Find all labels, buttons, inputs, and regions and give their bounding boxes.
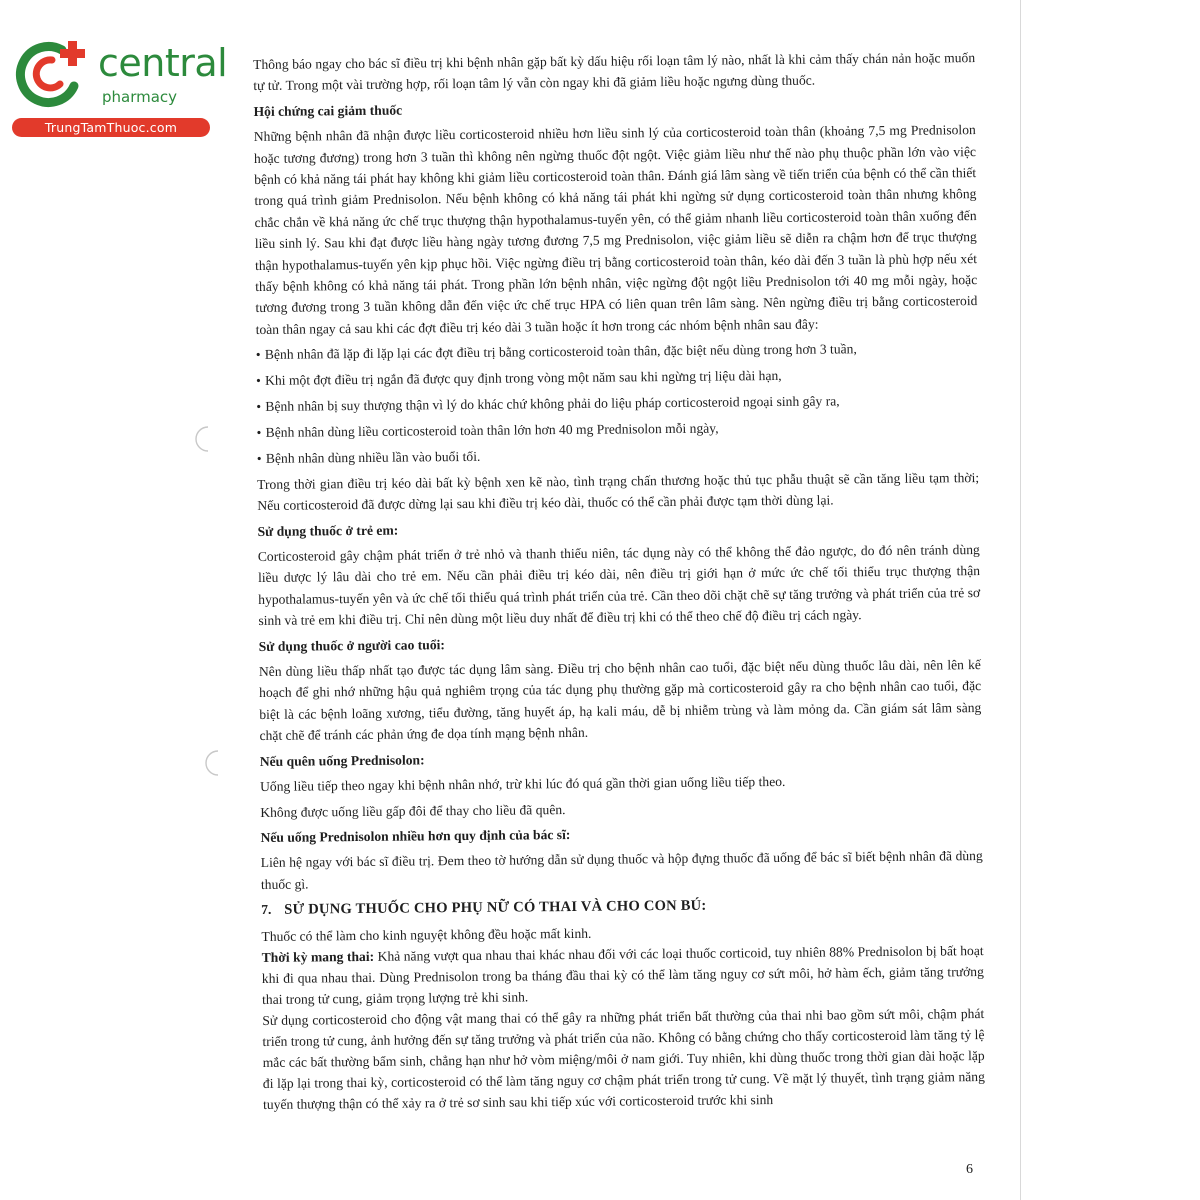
- bullet-item: • Bệnh nhân dùng nhiều lần vào buổi tối.: [257, 441, 979, 469]
- pregnancy-label: Thời kỳ mang thai:: [261, 948, 375, 965]
- section-title: SỬ DỤNG THUỐC CHO PHỤ NỮ CÓ THAI VÀ CHO CON BÚ:: [284, 897, 707, 918]
- paragraph-pregnancy: [262, 940, 985, 1010]
- document-body: [253, 47, 985, 1114]
- paragraph-intro: Thông báo ngay cho bác sĩ điều trị khi bệnh nhân gặp bất kỳ dấu hiệu rối loạn tâm lý nào, nhất là khi cảm thấy chán nản hoặc muốn tự tử. Trong một vài trường hợp, rối loạn tâm lý vẫn còn ngay khi đã giảm liều hoặc ngưng dùng thuốc.: [253, 50, 976, 94]
- pregnancy-text: Khả năng vượt qua nhau thai khác nhau đối với các loại thuốc corticoid, tuy nhiên 88% Prednisolon bị bất hoạt khi đi qua nhau thai. Dùng Prednisolon trong ba tháng đầu thai kỳ có thể làm tăng nguy cơ sứt môi, hở hàm ếch, giảm tăng trưởng thai trong tử cung, giảm trọng lượng trẻ khi sinh.: [261, 942, 984, 1007]
- bullet-item: • Bệnh nhân bị suy thượng thận vì lý do khác chứ không phải do liệu pháp corticosteroid ngoại sinh gây ra,: [256, 389, 978, 417]
- page-edge-line: [1020, 0, 1021, 1200]
- section-number: 7.: [261, 901, 272, 918]
- bullet-item: • Bệnh nhân dùng liều corticosteroid toàn thân lớn hơn 40 mg Prednisolon mỗi ngày,: [257, 415, 979, 443]
- page-number: 6: [966, 1162, 973, 1177]
- heading-children: Sử dụng thuốc ở trẻ em:: [257, 522, 399, 539]
- heading-elderly: Sử dụng thuốc ở người cao tuổi:: [258, 636, 445, 654]
- heading-withdrawal: Hội chứng cai giảm thuốc: [253, 102, 403, 119]
- section-7-body: [261, 919, 985, 1115]
- paragraph-withdrawal: Những bệnh nhân đã nhận được liều corticosteroid nhiều hơn liều sinh lý của corticosteroid toàn thân (khoảng 7,5 mg Prednisolon hoặc tương đương) trong hơn 3 tuần thì không nên ngừng thuốc đột ngột. Việc giảm liều như thế nào phụ thuộc phần lớn vào việc bệnh có khả năng tái phát hay không khi giảm liều corticosteroid toàn thân. Đánh giá lâm sàng về tiến triển của bệnh có thể cần thiết trong quá trình giảm Prednisolon. Nếu bệnh không có khả năng tái phát khi ngừng sử dụng corticosteroid toàn thân nhưng không chắc chắn về khả năng ức chế trục thượng thận hypothalamus-tuyến yên, có thể giảm nhanh liều corticosteroid toàn thân xuống đến liều sinh lý. Sau khi đạt được liều hàng ngày tương đương 7,5 mg Prednisolon, việc giảm liều sẽ diễn ra chậm hơn để trục thượng thận hypothalamus-tuyến yên kịp phục hồi. Việc ngừng điều trị bằng corticosteroid toàn thân, kéo dài đến 3 tuần là phù hợp nếu xét thấy bệnh không có khả năng tái phát. Trong phần lớn bệnh nhân, việc ngừng đột ngột liều Prednisolon tới 40 mg mỗi ngày, hoặc tương đương trong 3 tuần không dẫn đến việc ức chế trục HPA có liên quan trên lâm sàng. Nên ngừng điều trị bằng corticosteroid toàn thân ngay cả sau khi các đợt điều trị kéo dài 3 tuần hoặc ít hơn trong các nhóm bệnh nhân sau đây:: [253, 122, 978, 337]
- paragraph-missed-dose-2: Không được uống liều gấp đôi để thay cho liều đã quên.: [260, 801, 566, 820]
- bullet-item: • Khi một đợt điều trị ngắn đã được quy định trong vòng một năm sau khi ngừng trị liệu dài hạn,: [256, 363, 978, 391]
- paragraph-animal-studies: Sử dụng corticosteroid cho động vật mang thai có thể gây ra những phát triển bất thường của thai nhi bao gồm sứt môi, chậm phát triển trong tử cung, ảnh hưởng đến sự tăng trưởng và phát triển của não. Không có bằng chứng cho thấy corticosteroid làm tăng tỷ lệ mắc các bất thường bẩm sinh, chẳng hạn như hở vòm miệng/môi ở nam giới. Tuy nhiên, khi dùng thuốc trong thời gian dài hoặc lặp đi lặp lại trong thai kỳ, corticosteroid có thể làm tăng nguy cơ chậm phát triển trong tử cung. Về mặt lý thuyết, tình trạng giảm năng tuyến thượng thận có thể xảy ra ở trẻ sơ sinh sau khi tiếp xúc với corticosteroid trước khi sinh: [262, 1005, 985, 1112]
- heading-missed-dose: Nếu quên uống Prednisolon:: [259, 752, 425, 769]
- paragraph-menstruation: Thuốc có thể làm cho kinh nguyệt không đều hoặc mất kinh.: [261, 925, 592, 944]
- logo-subtitle: pharmacy: [102, 88, 178, 106]
- punch-hole-mark: [198, 748, 220, 778]
- punch-hole-mark: [188, 424, 210, 454]
- central-pharmacy-logo[interactable]: [12, 38, 228, 138]
- bullet-item: • Bệnh nhân đã lặp đi lặp lại các đợt điều trị bằng corticosteroid toàn thân, đặc biệt nếu dùng trong hơn 3 tuần,: [256, 337, 978, 365]
- paragraph-children: Corticosteroid gây chậm phát triển ở trẻ nhỏ và thanh thiếu niên, tác dụng này có thể không thể đảo ngược, do đó nên tránh dùng liều dược lý lâu dài cho trẻ em. Nếu cần phải điều trị kéo dài, nên điều trị giới hạn ở mức ức chế tối thiểu trục thượng thận hypothalamus-tuyến yên và ức chế tối thiểu quá trình phát triển của trẻ. Cần theo dõi chặt chẽ sự tăng trưởng và phát triển của trẻ sơ sinh và trẻ em khi điều trị. Chỉ nên dùng một liều duy nhất để điều trị khi có thể theo chế độ điều trị cách ngày.: [257, 542, 981, 629]
- paragraph-missed-dose-1: Uống liều tiếp theo ngay khi bệnh nhân nhớ, trừ khi lúc đó quá gần thời gian uống liều tiếp theo.: [259, 774, 786, 795]
- logo-url-badge[interactable]: TrungTamThuoc.com: [12, 118, 210, 137]
- pharmacy-cross-icon: [12, 38, 92, 110]
- heading-overdose: Nếu uống Prednisolon nhiều hơn quy định của bác sĩ:: [260, 826, 571, 845]
- logo-name: central: [98, 41, 228, 85]
- paragraph-elderly: Nên dùng liều thấp nhất tạo được tác dụng lâm sàng. Điều trị cho bệnh nhân cao tuổi, đặc biệt nếu dùng thuốc lâu dài, nên lên kế hoạch để ghi nhớ những hậu quả nghiêm trọng của tác dụng phụ thường gặp mà corticosteroid gây ra cho bệnh nhân cao tuổi, đặc biệt là các bệnh loãng xương, tiểu đường, tăng huyết áp, hạ kali máu, dễ bị nhiễm trùng và làm mỏng da. Cần giám sát lâm sàng chặt chẽ để tránh các phản ứng đe dọa tính mạng bệnh nhân.: [258, 657, 982, 744]
- paragraph-overdose: Liên hệ ngay với bác sĩ điều trị. Đem theo tờ hướng dẫn sử dụng thuốc và hộp đựng thuốc đã uống để bác sĩ biết bệnh nhân đã dùng thuốc gì.: [260, 848, 983, 892]
- section-7-heading: [261, 892, 983, 921]
- paragraph-trauma: Trong thời gian điều trị kéo dài bất kỳ bệnh xen kẽ nào, tình trạng chấn thương hoặc thủ tục phẫu thuật sẽ cần tăng liều tạm thời; Nếu corticosteroid đã được dừng lại sau khi điều trị kéo dài, thuốc có thể cần phải được tạm thời dùng lại.: [257, 469, 980, 514]
